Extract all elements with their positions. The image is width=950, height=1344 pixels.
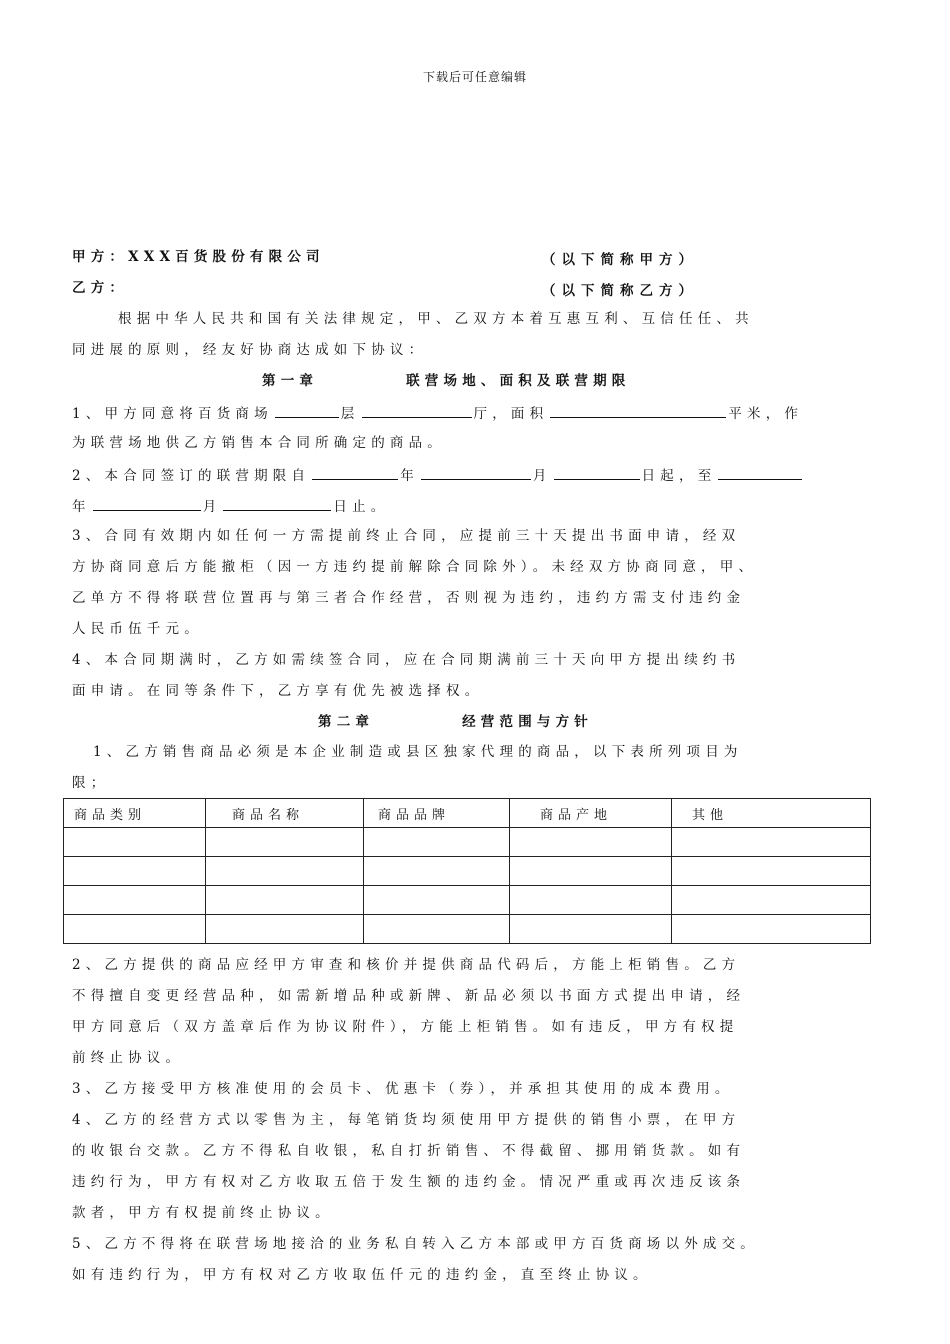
party-a-name: XXX百货股份有限公司 (128, 249, 325, 265)
table-header-row (64, 799, 871, 828)
clause-2-2-line-3: 甲方同意后（双方盖章后作为协议附件），方能上柜销售。如有违反，甲方有权提 (72, 1019, 739, 1035)
end-year-blank-b[interactable] (93, 496, 201, 511)
clause-2-4-line-2: 的收银台交款。乙方不得私自收银，私自打折销售、不得截留、挪用销货款。如有 (72, 1143, 746, 1159)
party-a-label: 甲方： (72, 249, 129, 265)
chapter-1-heading (262, 372, 631, 390)
clause-1-3-line-1: 3、合同有效期内如任何一方需提前终止合同，应提前三十天提出书面申请，经双 (72, 528, 741, 544)
start-day-blank[interactable] (554, 465, 640, 480)
clause-1-3-line-2: 方协商同意后方能撤柜（因一方违约提前解除合同除外）。未经双方协商同意，甲、 (72, 559, 758, 575)
clause-2-3: 3、乙方接受甲方核准使用的会员卡、优惠卡（券），并承担其使用的成本费用。 (72, 1081, 734, 1097)
clause-1-2: 2、本合同签订的联营期限自 年 月 日起，至 (72, 465, 804, 485)
chapter-2-title: 经营范围与方针 (462, 714, 594, 730)
table-row (64, 915, 871, 944)
clause-2-4-line-3: 违约行为，甲方有权对乙方收取五倍于发生额的违约金。情况严重或再次违反该条 (72, 1174, 746, 1190)
clause-1-4-line-1: 4、本合同期满时，乙方如需续签合同，应在合同期满前三十天向甲方提出续约书 (72, 652, 741, 668)
intro-line-2: 同进展的原则，经友好协商达成如下协议： (72, 342, 428, 358)
clause-1-1-line-2: 为联营场地供乙方销售本合同所确定的商品。 (72, 435, 446, 451)
area-blank[interactable] (550, 403, 726, 418)
party-b-label: 乙方： (72, 280, 129, 296)
chapter-1-title: 联营场地、面积及联营期限 (406, 373, 631, 389)
chapter-1-number: 第一章 (262, 373, 319, 389)
floor-blank[interactable] (275, 403, 339, 418)
end-year-blank-a[interactable] (718, 465, 802, 480)
clause-1-3-line-4: 人民币伍千元。 (72, 621, 203, 637)
clause-2-2-line-4: 前终止协议。 (72, 1050, 185, 1066)
clause-2-4-line-4: 款者，甲方有权提前终止协议。 (72, 1205, 334, 1221)
header-other: 其他 (672, 799, 871, 828)
start-year-blank[interactable] (312, 465, 398, 480)
party-b-note: （以下简称乙方） (542, 283, 698, 299)
clause-1-2-line-2: 年 月 日止。 (72, 496, 390, 516)
hall-blank[interactable] (362, 403, 472, 418)
header-origin: 商品产地 (510, 799, 672, 828)
end-month-blank[interactable] (223, 496, 331, 511)
clause-2-5-line-2: 如有违约行为，甲方有权对乙方收取伍仟元的违约金，直至终止协议。 (72, 1267, 652, 1283)
header-brand: 商品品牌 (364, 799, 510, 828)
table-row (64, 857, 871, 886)
clause-1-4-line-2: 面申请。在同等条件下，乙方享有优先被选择权。 (72, 683, 484, 699)
clause-2-1-line-2: 限； (72, 775, 110, 791)
chapter-2-number: 第二章 (318, 714, 375, 730)
clause-2-4-line-1: 4、乙方的经营方式以零售为主，每笔销货均须使用甲方提供的销售小票，在甲方 (72, 1112, 741, 1128)
header-name: 商品名称 (206, 799, 364, 828)
start-month-blank[interactable] (421, 465, 531, 480)
party-a-line (72, 248, 325, 266)
goods-table (63, 798, 871, 944)
party-a-note: （以下简称甲方） (542, 252, 698, 268)
clause-2-1-line-1: 1、乙方销售商品必须是本企业制造或县区独家代理的商品，以下表所列项目为 (93, 744, 743, 760)
clause-2-2-line-1: 2、乙方提供的商品应经甲方审查和核价并提供商品代码后，方能上柜销售。乙方 (72, 957, 741, 973)
header-note: 下载后可任意编辑 (422, 70, 527, 84)
table-row (64, 828, 871, 857)
clause-2-5-line-1: 5、乙方不得将在联营场地接洽的业务私自转入乙方本部或甲方百货商场以外成交。 (72, 1236, 759, 1252)
header-category: 商品类别 (64, 799, 206, 828)
table-row (64, 886, 871, 915)
intro-line-1: 根据中华人民共和国有关法律规定，甲、乙双方本着互惠互利、互信任任、共 (118, 311, 754, 327)
clause-1-1: 1、甲方同意将百货商场 层 厅，面积 平米，作 (72, 403, 803, 423)
clause-1-3-line-3: 乙单方不得将联营位置再与第三者合作经营，否则视为违约，违约方需支付违约金 (72, 590, 746, 606)
clause-2-2-line-2: 不得擅自变更经营品种，如需新增品种或新牌、新品必须以书面方式提出申请，经 (72, 988, 746, 1004)
chapter-2-heading (318, 713, 593, 731)
